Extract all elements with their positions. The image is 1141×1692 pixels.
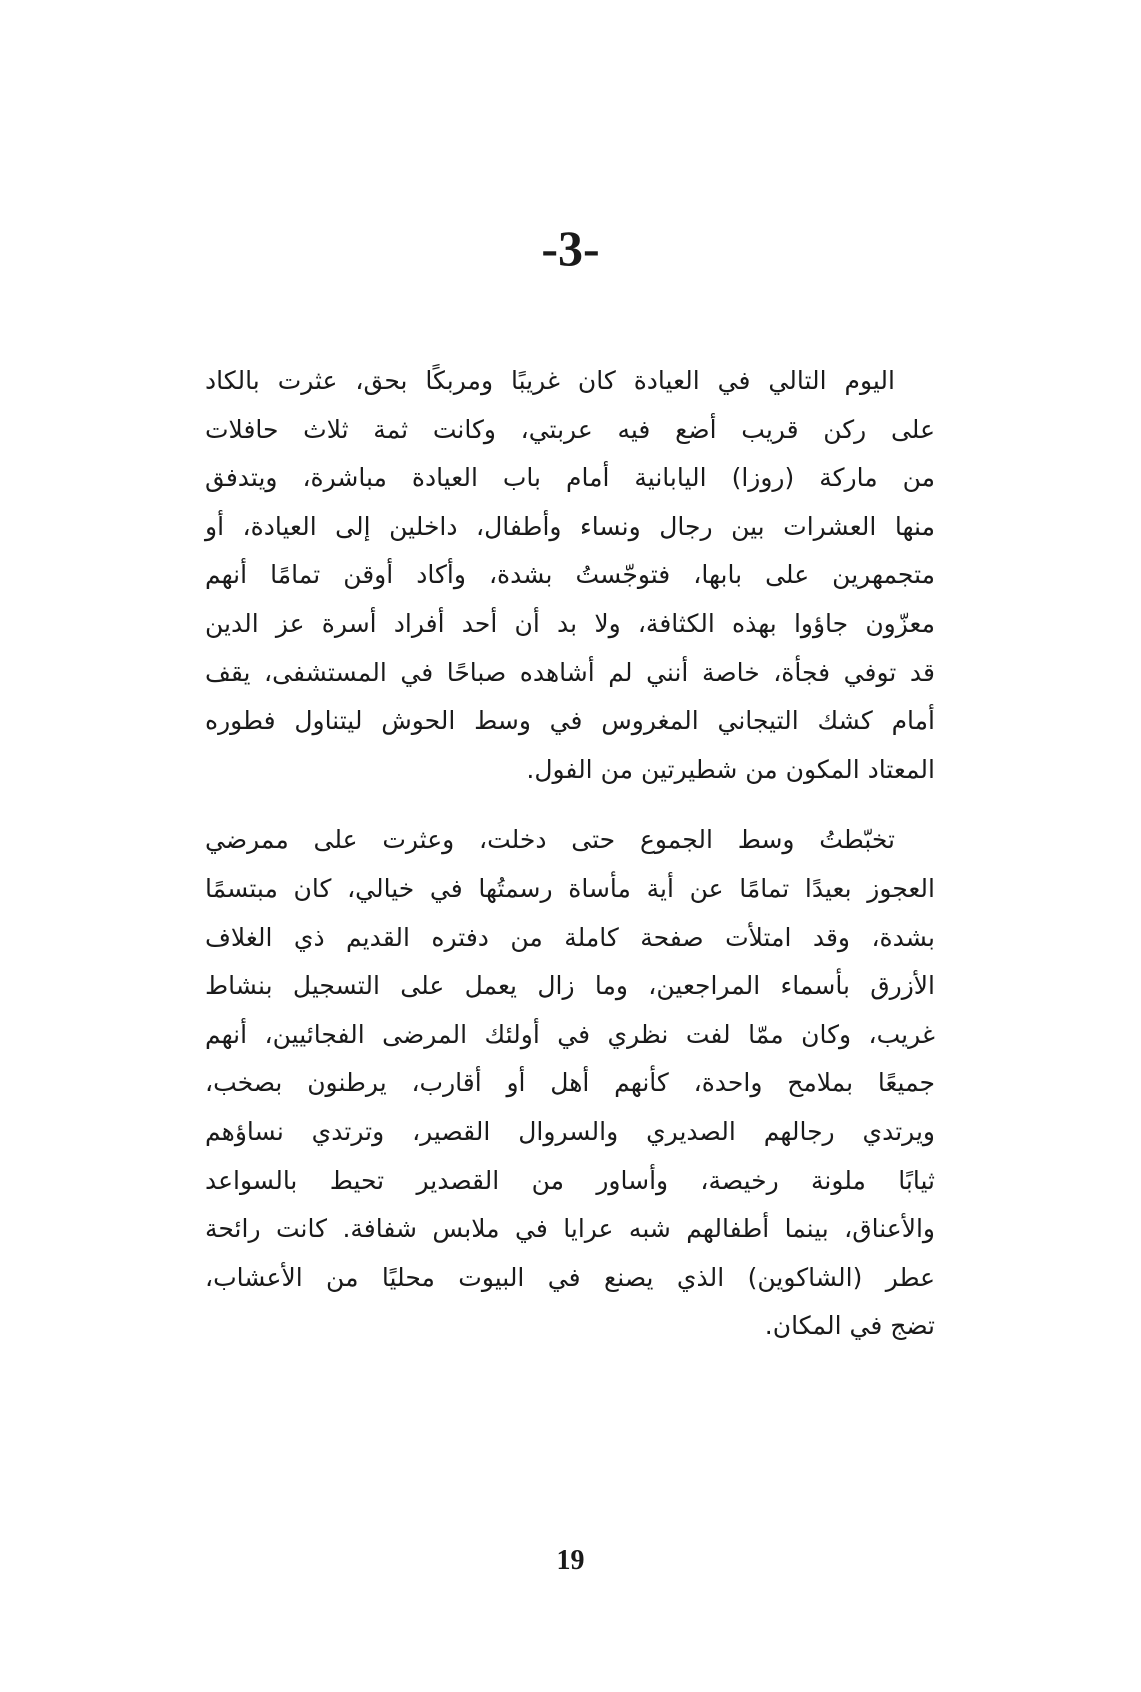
text-line: ثيابًا ملونة رخيصة، وأساور من القصدير تحيط بالسواعد xyxy=(205,1165,935,1195)
text-line: اليوم التالي في العيادة كان غريبًا ومربكًا بحق، عثرت بالكاد xyxy=(205,366,895,395)
paragraph-2 xyxy=(205,816,935,1351)
text-line: المعتاد المكون من شطيرتين من الفول. xyxy=(526,754,935,784)
text-line: الأزرق بأسماء المراجعين، وما زال يعمل على التسجيل بنشاط xyxy=(205,971,935,1001)
text-line: من ماركة (روزا) اليابانية أمام باب العيادة مباشرة، ويتدفق xyxy=(205,463,935,493)
text-line: على ركن قريب أضع فيه عربتي، وكانت ثمة ثلاث حافلات xyxy=(205,414,935,444)
text-line: تخبّطتُ وسط الجموع حتى دخلت، وعثرت على ممرضي xyxy=(205,825,895,855)
chapter-heading: -3- xyxy=(541,220,600,276)
text-line: ويرتدي رجالهم الصديري والسروال القصير، وترتدي نساؤهم xyxy=(205,1116,935,1146)
text-line: عطر (الشاكوين) الذي يصنع في البيوت محليًا من الأعشاب، xyxy=(205,1262,935,1292)
page-number: 19 xyxy=(556,1545,585,1576)
text-line: والأعناق، بينما أطفالهم شبه عرايا في ملابس شفافة. كانت رائحة xyxy=(205,1214,935,1244)
text-line: قد توفي فجأة، خاصة أنني لم أشاهده صباحًا في المستشفى، يقف xyxy=(205,657,935,687)
text-line: متجمهرين على بابها، فتوجّستُ بشدة، وأكاد أوقن تمامًا أنهم xyxy=(205,560,935,590)
text-line: معزّون جاؤوا بهذه الكثافة، ولا بد أن أحد أفراد أسرة عز الدين xyxy=(205,608,935,638)
text-line: تضج في المكان. xyxy=(764,1311,935,1341)
text-line: أمام كشك التيجاني المغروس في وسط الحوش ليتناول فطوره xyxy=(205,706,935,736)
text-line: العجوز بعيدًا تمامًا عن أية مأساة رسمتُها في خيالي، كان مبتسمًا xyxy=(205,873,935,903)
text-line: بشدة، وقد امتلأت صفحة كاملة من دفتره القديم ذي الغلاف xyxy=(205,922,935,952)
chapter-body xyxy=(205,357,935,1351)
paragraph-1 xyxy=(205,357,935,794)
text-line: منها العشرات بين رجال ونساء وأطفال، داخلين إلى العيادة، أو xyxy=(205,511,935,541)
paragraph-gap xyxy=(205,794,935,816)
text-line: جميعًا بملامح واحدة، كأنهم أهل أو أقارب، يرطنون بصخب، xyxy=(205,1068,935,1098)
text-line: غريب، وكان ممّا لفت نظري في أولئك المرضى الفجائيين، أنهم xyxy=(205,1019,935,1049)
